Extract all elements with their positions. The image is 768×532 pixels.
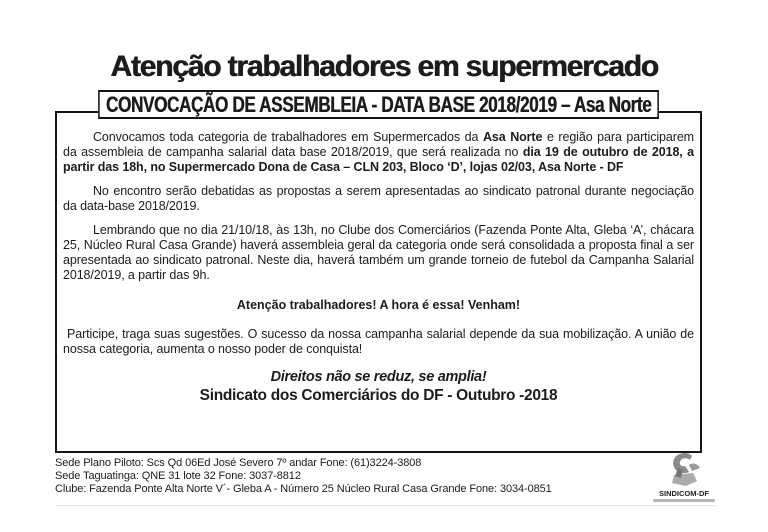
logo-microtext-bar — [653, 499, 715, 502]
paragraph-meeting-topics: No encontro serão debatidas as propostas a serem apresentadas ao sindicato patronal durante negociação da data-base 2018/2019. — [63, 184, 694, 213]
paragraph-participate: Participe, traga suas sugestões. O sucesso da nossa campanha salarial depende da sua mobilização. A união de nossa categoria, aumenta o nosso poder de conquista! — [63, 327, 694, 356]
callout-line: Atenção trabalhadores! A hora é essa! Venham! — [236, 298, 521, 312]
union-figure-icon — [650, 452, 718, 488]
slogan-line: Direitos não se reduz, se amplia! — [270, 369, 487, 385]
footer-line-sede-plano-piloto: Sede Plano Piloto: Scs Qd 06Ed José Severo 7º andar Fone: (61)3224-3808 — [55, 457, 422, 469]
sindicom-logo — [650, 452, 718, 502]
paragraph-convocation — [63, 130, 694, 175]
convocation-mid-text: e região para participarem da assembleia de campanha salarial data base 2018/2019, que será realizada no — [63, 130, 694, 159]
convocation-date-place-bold: dia 19 de outubro de 2018, a partir das 18h, no Supermercado Dona de Casa – CLN 203, Bloco ‘D’, lojas 02/03, Asa Norte - DF — [63, 145, 694, 174]
subtitle-banner: CONVOCAÇÃO DE ASSEMBLEIA - DATA BASE 2018/2019 – Asa Norte — [98, 90, 659, 119]
convocation-lead-text: Convocamos toda categoria de trabalhadores em Supermercados da — [93, 130, 483, 144]
signature-line: Sindicato dos Comerciários do DF - Outubro -2018 — [199, 387, 558, 404]
footer-line-sede-taguatinga: Sede Taguatinga: QNE 31 lote 32 Fone: 3037-8812 — [55, 470, 301, 482]
logo-wordmark: SINDICOM-DF — [659, 489, 709, 498]
footer-divider — [55, 505, 715, 506]
footer-line-clube: Clube: Fazenda Ponte Alta Norte V´- Gleba A - Número 25 Núcleo Rural Casa Grande Fone: 3034-0851 — [55, 483, 552, 495]
footer-addresses — [55, 457, 635, 496]
paragraph-reminder-assembly: Lembrando que no dia 21/10/18, às 13h, no Clube dos Comerciários (Fazenda Ponte Alta, Gleba ‘A’, chácara 25, Núcleo Rural Casa Grande) haverá assembleia geral da categoria onde será consolidada a proposta final a ser apresentada ao sindicato patronal. Neste dia, haverá também um grande torneio de futebol da Campanha Salarial 2018/2019, a partir das 9h. — [63, 223, 694, 282]
notice-box — [55, 92, 702, 453]
notice-body — [57, 113, 700, 404]
convocation-region-bold: Asa Norte — [482, 130, 543, 144]
page-title: Atenção trabalhadores em supermercado — [110, 50, 658, 83]
